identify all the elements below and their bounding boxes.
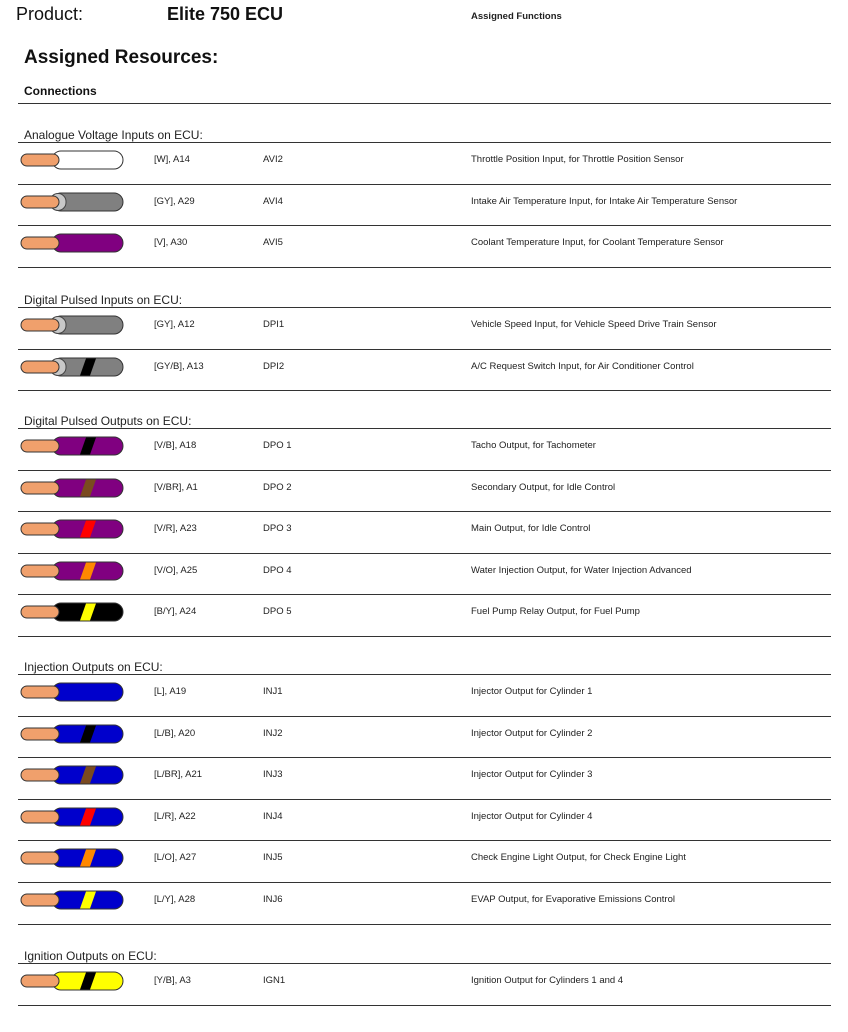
assigned-function: Throttle Position Input, for Throttle Position Sensor (471, 154, 684, 165)
section-title: Injection Outputs on ECU: (24, 660, 163, 674)
pin-label: [V/O], A25 (154, 564, 198, 576)
pin-label: [L], A19 (154, 686, 187, 697)
assigned-function: Secondary Output, for Idle Control (471, 481, 616, 493)
wire-swatch (20, 602, 124, 622)
pin-label: [L/B], A20 (154, 727, 196, 739)
wire-icon (20, 971, 124, 991)
connections-column-header: Connections (24, 84, 97, 98)
wire-icon (20, 807, 124, 827)
pin-label: [GY/B], A13 (154, 360, 204, 372)
table-row (0, 964, 848, 1006)
assigned-resources-heading: Assigned Resources: (24, 47, 219, 68)
table-row (0, 554, 848, 596)
section-title: Ignition Outputs on ECU: (24, 949, 157, 963)
channel-code: DPO 3 (263, 523, 292, 535)
wire-swatch (20, 724, 124, 744)
wire-icon (20, 602, 124, 622)
wire-swatch (20, 561, 124, 581)
wire-swatch (20, 848, 124, 868)
pin-label: [GY], A12 (154, 319, 195, 330)
table-row (0, 350, 848, 392)
wire-swatch (20, 765, 124, 785)
product-name: Elite 750 ECU (167, 4, 284, 24)
section-title: Digital Pulsed Inputs on ECU: (24, 293, 183, 307)
assigned-function: Water Injection Output, for Water Injection Advanced (471, 564, 692, 576)
assigned-function: Injector Output for Cylinder 1 (471, 686, 593, 697)
wire-swatch (20, 682, 124, 702)
channel-code: DPI2 (263, 360, 285, 372)
wire-icon (20, 315, 124, 335)
functions-column-header: Assigned Functions (471, 11, 562, 22)
assigned-function: Ignition Output for Cylinders 1 and 4 (471, 975, 624, 986)
assigned-function: A/C Request Switch Input, for Air Conditioner Control (471, 360, 694, 372)
row-divider (18, 267, 831, 268)
assigned-function: Tacho Output, for Tachometer (471, 440, 596, 451)
channel-code: AVI4 (263, 195, 283, 207)
table-row (0, 758, 848, 800)
table-row (0, 717, 848, 759)
channel-code: AVI5 (263, 237, 283, 249)
pin-label: [L/Y], A28 (154, 894, 196, 905)
pin-label: [L/R], A22 (154, 810, 196, 822)
wire-icon (20, 682, 124, 702)
channel-code: DPO 1 (263, 440, 292, 451)
wire-swatch (20, 478, 124, 498)
channel-code: INJ1 (263, 686, 283, 697)
channel-code: INJ6 (263, 894, 283, 905)
channel-code: INJ5 (263, 852, 283, 864)
channel-code: DPO 5 (263, 606, 292, 618)
wire-icon (20, 765, 124, 785)
channel-code: DPO 2 (263, 481, 292, 493)
assigned-function: Main Output, for Idle Control (471, 523, 591, 535)
table-row (0, 595, 848, 637)
wire-swatch (20, 807, 124, 827)
channel-code: AVI2 (263, 154, 283, 165)
assigned-function: Injector Output for Cylinder 3 (471, 769, 593, 781)
wire-swatch (20, 357, 124, 377)
wire-icon (20, 724, 124, 744)
table-row (0, 429, 848, 471)
table-row (0, 675, 848, 717)
wire-icon (20, 150, 124, 170)
wire-icon (20, 192, 124, 212)
wire-icon (20, 890, 124, 910)
pin-label: [W], A14 (154, 154, 190, 165)
table-row (0, 800, 848, 842)
wire-icon (20, 519, 124, 539)
assigned-function: EVAP Output, for Evaporative Emissions Control (471, 894, 675, 905)
assigned-function: Check Engine Light Output, for Check Engine Light (471, 852, 686, 864)
pin-label: [B/Y], A24 (154, 606, 197, 618)
wire-swatch (20, 150, 124, 170)
wire-swatch (20, 890, 124, 910)
assigned-function: Injector Output for Cylinder 2 (471, 727, 593, 739)
wire-swatch (20, 971, 124, 991)
table-row (0, 841, 848, 883)
table-row (0, 226, 848, 268)
section-title: Analogue Voltage Inputs on ECU: (24, 128, 203, 142)
wire-swatch (20, 192, 124, 212)
channel-code: INJ4 (263, 810, 283, 822)
assigned-function: Fuel Pump Relay Output, for Fuel Pump (471, 606, 640, 618)
table-row (0, 185, 848, 227)
wire-swatch (20, 436, 124, 456)
wire-swatch (20, 519, 124, 539)
assigned-function: Coolant Temperature Input, for Coolant Temperature Sensor (471, 237, 724, 249)
pin-label: [Y/B], A3 (154, 975, 191, 986)
channel-code: INJ2 (263, 727, 283, 739)
product-label: Product: (16, 4, 84, 24)
row-divider (18, 1005, 831, 1006)
pin-label: [V/R], A23 (154, 523, 197, 535)
pin-label: [V/B], A18 (154, 440, 197, 451)
pin-label: [V/BR], A1 (154, 481, 198, 493)
wire-icon (20, 848, 124, 868)
wire-icon (20, 436, 124, 456)
assigned-function: Vehicle Speed Input, for Vehicle Speed Drive Train Sensor (471, 319, 717, 330)
assigned-function: Intake Air Temperature Input, for Intake Air Temperature Sensor (471, 195, 738, 207)
channel-code: IGN1 (263, 975, 286, 986)
pin-label: [V], A30 (154, 237, 188, 249)
wire-swatch (20, 315, 124, 335)
pin-label: [L/BR], A21 (154, 769, 203, 781)
row-divider (18, 636, 831, 637)
channel-code: DPI1 (263, 319, 285, 330)
table-row (0, 471, 848, 513)
channel-code: INJ3 (263, 769, 283, 781)
assigned-function: Injector Output for Cylinder 4 (471, 810, 593, 822)
channel-code: DPO 4 (263, 564, 292, 576)
table-row (0, 308, 848, 350)
table-row (0, 512, 848, 554)
table-row (0, 883, 848, 925)
wire-icon (20, 561, 124, 581)
wire-swatch (20, 233, 124, 253)
row-divider (18, 390, 831, 391)
wire-icon (20, 478, 124, 498)
header-divider (18, 103, 831, 104)
table-row (0, 143, 848, 185)
section-title: Digital Pulsed Outputs on ECU: (24, 414, 192, 428)
pin-label: [L/O], A27 (154, 852, 197, 864)
row-divider (18, 924, 831, 925)
wire-icon (20, 357, 124, 377)
wire-icon (20, 233, 124, 253)
pin-label: [GY], A29 (154, 195, 195, 207)
